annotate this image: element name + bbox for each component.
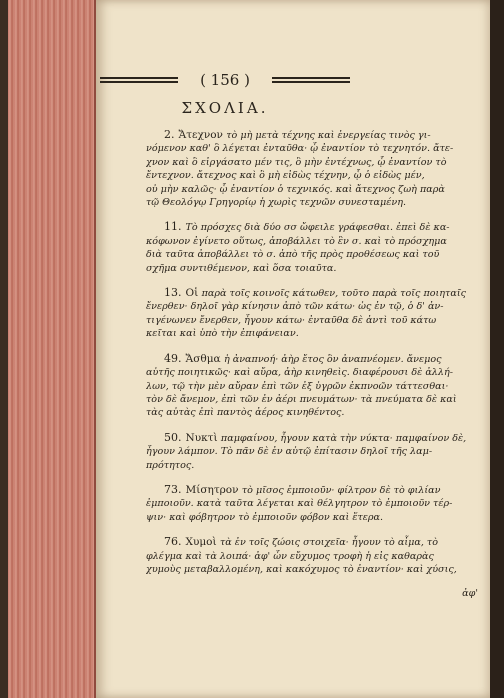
note-lemma: Ἄσθμα	[185, 352, 224, 365]
note-text: τῷ Θεολόγῳ Γρηγορίῳ ἡ χωρὶς τεχνῶν συνεσταμένη.	[146, 197, 407, 209]
note-text: ἦγουν λάμπον. Τὸ πᾶν δὲ ἐν αὐτῷ ἐπίτασιν δηλοῖ τῆς λαμ-	[146, 446, 433, 458]
note-text: παρὰ τοῖς κοινοῖς κάτωθεν, τοῦτο παρὰ τοῖς ποιηταῖς	[201, 288, 466, 300]
note-text: χνον καὶ ὃ εἰργάσατο μέν τις, ὃ μὴν ἐντέχνως, ᾧ ἐναντίον τὸ	[146, 156, 447, 168]
note-text: χυμοὺς μεταβαλλομένη, καὶ κακόχυμος τὸ ἐναντίον· καὶ χύσις,	[146, 563, 457, 575]
note-lemma: Μίσητρον	[185, 483, 242, 496]
page-header	[100, 70, 350, 90]
note-line	[146, 431, 478, 445]
note-text: ἔντεχνον. ἄτεχνος καὶ ὃ μὴ εἰδὼς τέχνην, ᾧ ὁ εἰδὼς μέν,	[146, 170, 425, 182]
note-text: τὸν δὲ ἄνεμον, ἐπὶ τῶν ἐν ἀέρι πνευμάτων· τὰ πνεύματα δὲ καὶ	[146, 393, 457, 405]
note-line	[146, 380, 478, 393]
note-lemma: Οἱ	[185, 287, 202, 300]
note-number: 13.	[164, 286, 182, 300]
note-text: πρότητος.	[146, 459, 195, 471]
note-line	[146, 300, 478, 313]
note-line	[146, 352, 478, 366]
note-text: ἡ ἀναπνοή· ἀὴρ ἔτος ὃν ἀναπνέομεν. ἄνεμος	[223, 353, 442, 365]
note-text: αὐτῆς ποιητικῶς· καὶ αὔρα, ἀὴρ κινηθεὶς. διαφέρουσι δὲ ἀλλή-	[146, 367, 453, 379]
note-line	[146, 563, 478, 576]
note-text: ἐμποιοῦν. κατὰ ταῦτα λέγεται καὶ θέλγητρον τὸ ἐμποιοῦν τέρ-	[146, 498, 453, 510]
note-text: παμφαίνου, ἦγουν κατὰ τὴν νύκτα· παμφαίνον δὲ,	[220, 432, 467, 444]
note-lemma: Χυμοὶ	[185, 536, 220, 549]
note-number: 76.	[164, 535, 182, 549]
note-lemma: Νυκτὶ	[185, 431, 221, 444]
note-line	[146, 406, 478, 419]
note-text: τὸ μὴ μετὰ τέχνης καὶ ἐνεργείας τινὸς γι-	[226, 130, 431, 141]
note-line	[146, 169, 478, 182]
catchword: ἀφ'	[462, 588, 478, 600]
note-line	[146, 142, 478, 155]
note-text: φλέγμα καὶ τὰ λοιπά· ἀφ' ὧν εὔχυμος τροφὴ ἡ εἰς καθαρὰς	[146, 550, 434, 562]
note-text: κεῖται καὶ ὑπὸ τὴν ἐπιφάνειαν.	[146, 328, 299, 340]
note-text: λων, τῷ τὴν μὲν αὔραν ἐπὶ τῶν ἐξ ὑγρῶν ἐκπνοῶν τάττεσθαι·	[146, 380, 449, 392]
scholion-note	[146, 286, 478, 341]
note-line	[146, 497, 478, 510]
scholion-note	[146, 128, 478, 209]
note-number: 50.	[164, 430, 182, 444]
note-line	[146, 459, 478, 472]
note-line	[146, 196, 478, 209]
note-text: Τὸ πρόσχες διὰ δύο σσ ὤφειλε γράφεσθαι. ἐπεὶ δὲ κα-	[185, 222, 450, 234]
note-text: τὰς αὐτὰς ἐπὶ παντὸς ἀέρος κινηθέντος.	[146, 407, 345, 419]
scholion-note	[146, 431, 478, 472]
note-line	[146, 445, 478, 458]
note-line	[146, 366, 478, 379]
note-line	[146, 156, 478, 169]
note-line	[146, 535, 478, 549]
note-number: 11.	[164, 220, 182, 234]
section-heading: ΣΧΟΛΙΑ.	[181, 99, 269, 117]
note-number: 73.	[164, 482, 182, 496]
note-lemma: Ἄτεχνον	[178, 129, 227, 141]
scholion-note	[146, 535, 478, 576]
note-line	[146, 235, 478, 248]
note-text: οὐ μὴν καλῶς· ᾧ ἐναντίον ὁ τεχνικός. καὶ ἄτεχνος ζωὴ παρὰ	[146, 183, 445, 195]
notes-body	[146, 128, 478, 601]
note-line	[146, 550, 478, 563]
note-text: ψιν· καὶ φόβητρον τὸ ἐμποιοῦν φόβον καὶ ἕτερα.	[146, 511, 384, 523]
note-line	[146, 262, 478, 275]
note-line	[146, 183, 478, 196]
note-line	[146, 248, 478, 261]
header-rule-right	[272, 77, 350, 83]
note-line	[146, 483, 478, 497]
note-line	[146, 511, 478, 524]
note-line	[146, 128, 478, 142]
page-edges-red	[8, 0, 96, 698]
note-line	[146, 314, 478, 327]
note-line	[146, 286, 478, 300]
note-text: σχῆμα συντιθέμενον, καὶ ὅσα τοιαῦτα.	[146, 262, 337, 274]
note-text: νόμενον καθ' ὃ λέγεται ἐνταῦθα· ᾧ ἐναντίον τὸ τεχνητόν. ἄτε-	[146, 143, 454, 155]
note-text: κόφωνον ἐγίνετο οὕτως, ἀποβάλλει τὸ ἓν σ. καὶ τὸ πρόσχημα	[146, 235, 447, 247]
book-gutter-right	[490, 0, 504, 698]
book-cover-edge	[0, 0, 8, 698]
scholion-note	[146, 220, 478, 275]
note-text: τιγένωνεν ἔνερθεν, ἦγουν κάτω· ἐνταῦθα δὲ ἀντὶ τοῦ κάτω	[146, 314, 437, 326]
note-line	[146, 393, 478, 406]
scholion-note	[146, 483, 478, 524]
note-line	[146, 220, 478, 234]
note-text: τὰ ἐν τοῖς ζώοις στοιχεῖα· ἦγουν τὸ αἷμα, τὸ	[219, 537, 439, 549]
note-text: ἔνερθεν· δηλοῖ γὰρ κίνησιν ἀπὸ τῶν κάτω· ὡς ἐν τῷ, ὁ δ' ἀν-	[146, 301, 444, 313]
note-text: διὰ ταῦτα ἀποβάλλει τὸ σ. ἀπὸ τῆς πρὸς προθέσεως καὶ τοῦ	[146, 249, 440, 261]
note-number: 49.	[164, 351, 182, 365]
scholion-note	[146, 352, 478, 420]
header-rule-left	[100, 77, 178, 83]
note-text: τὸ μῖσος ἐμποιοῦν· φίλτρον δὲ τὸ φιλίαν	[241, 484, 441, 496]
note-number: 2.	[164, 128, 175, 141]
note-line	[146, 327, 478, 340]
page-number: ( 156 )	[200, 71, 250, 89]
